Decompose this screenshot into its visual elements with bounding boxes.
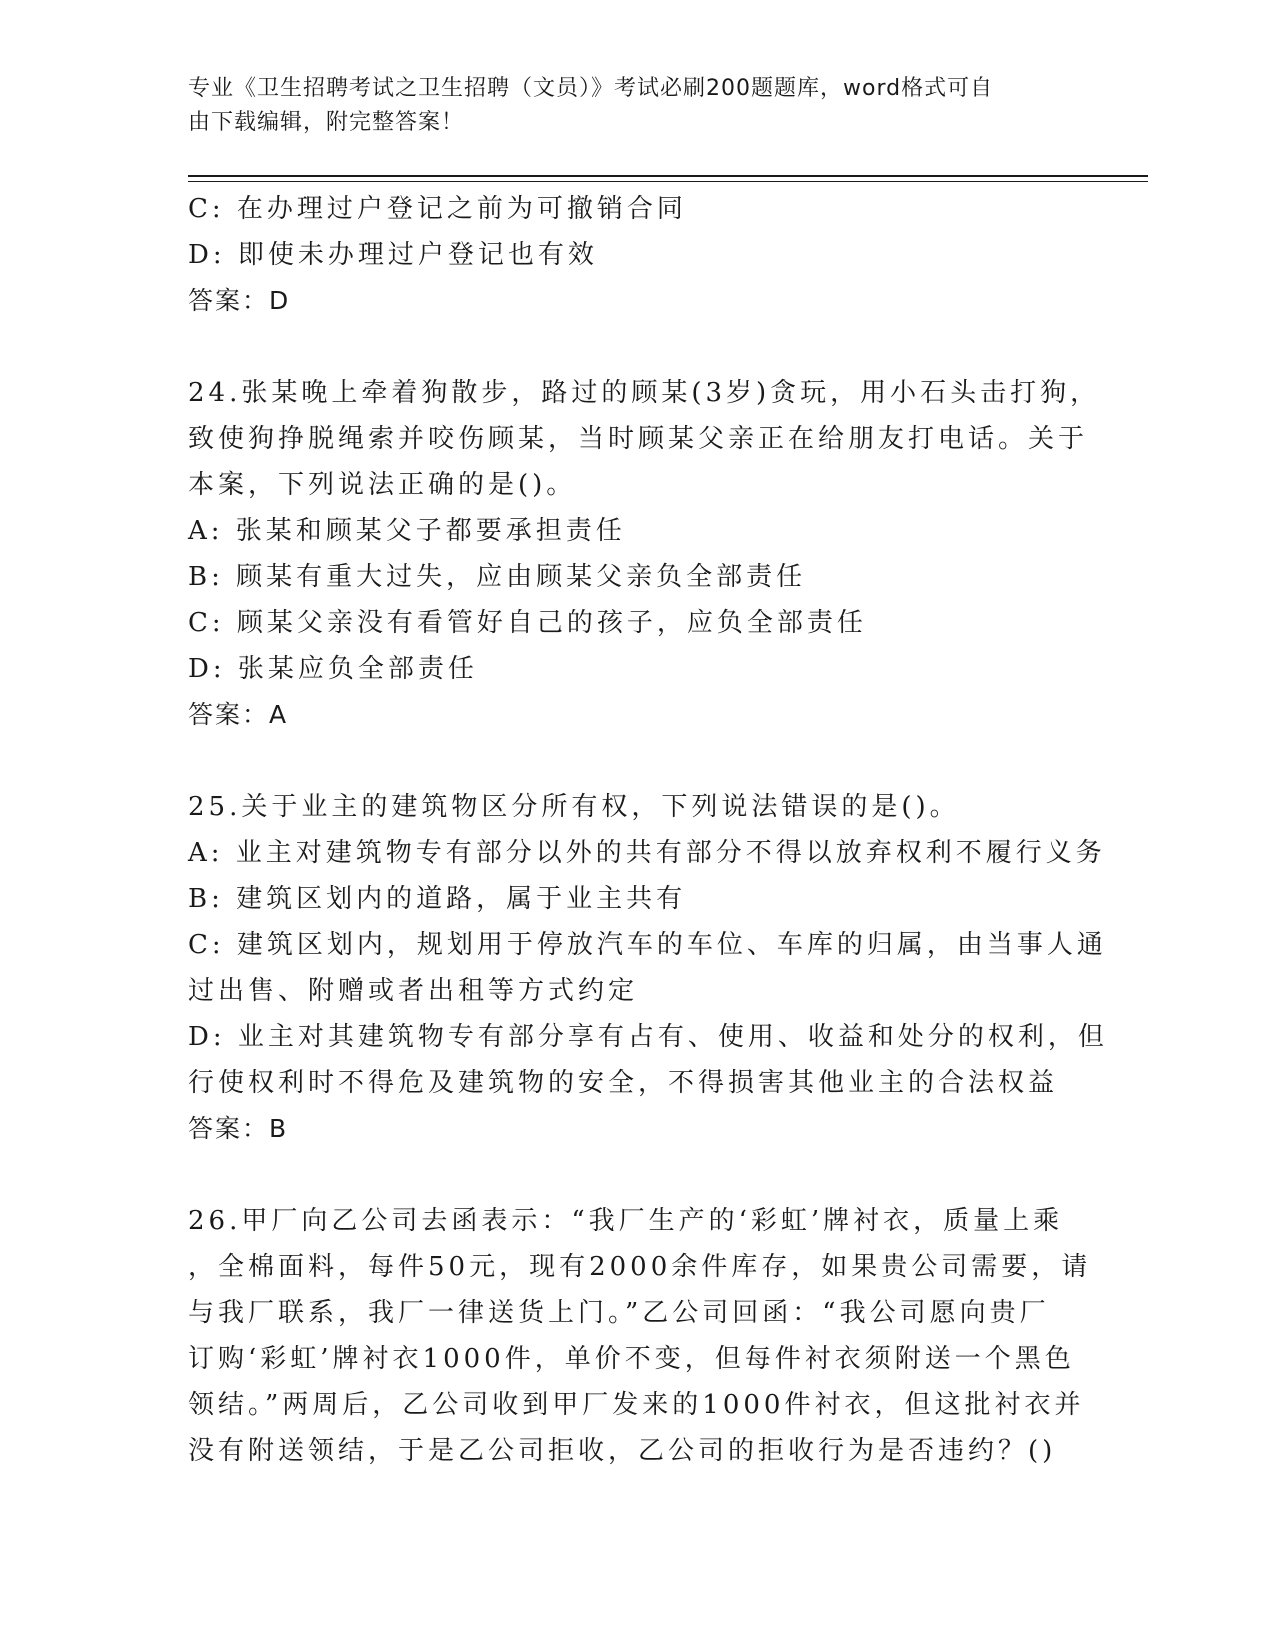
question-stem-line: 订购‘彩虹’牌衬衣1000件，单价不变，但每件衬衣须附送一个黑色 (188, 1344, 1075, 1374)
document-header (188, 72, 1068, 140)
option-a: A: 张某和顾某父子都要承担责任 (188, 516, 626, 546)
option-d: D: 张某应负全部责任 (188, 654, 478, 684)
option-b: B: 建筑区划内的道路，属于业主共有 (188, 884, 687, 914)
header-line-1: 专业《卫生招聘考试之卫生招聘（文员）》考试必刷200题题库，word格式可自 (188, 76, 994, 101)
header-line-2: 由下载编辑，附完整答案！ (188, 110, 465, 135)
option-c: C: 顾某父亲没有看管好自己的孩子，应负全部责任 (188, 608, 867, 638)
option-c: C: 在办理过户登记之前为可撤销合同 (188, 194, 687, 224)
header-divider-thick (188, 175, 1148, 177)
question-stem-line: 没有附送领结，于是乙公司拒收，乙公司的拒收行为是否违约？() (188, 1436, 1057, 1466)
option-d: D: 业主对其建筑物专有部分享有占有、使用、收益和处分的权利，但 (188, 1022, 1108, 1052)
question-stem-line: 致使狗挣脱绳索并咬伤顾某，当时顾某父亲正在给朋友打电话。关于 (188, 424, 1089, 454)
option-c-continued: 过出售、附赠或者出租等方式约定 (188, 976, 639, 1006)
question-stem-line: 26.甲厂向乙公司去函表示：“我厂生产的‘彩虹’牌衬衣，质量上乘 (188, 1206, 1064, 1236)
question-26 (188, 1198, 1092, 1474)
spacer (188, 738, 1088, 784)
answer-label: 答案：A (188, 700, 289, 729)
option-d: D: 即使未办理过户登记也有效 (188, 240, 598, 270)
question-stem-line: ，全棉面料，每件50元，现有2000余件库存，如果贵公司需要，请 (188, 1252, 1092, 1282)
header-divider-thin (188, 181, 1148, 182)
option-d-continued: 行使权利时不得危及建筑物的安全，不得损害其他业主的合法权益 (188, 1068, 1059, 1098)
option-a: A: 业主对建筑物专有部分以外的共有部分不得以放弃权利不履行义务 (188, 838, 1106, 868)
question-content (188, 186, 1108, 1474)
question-stem-line: 领结。”两周后，乙公司收到甲厂发来的1000件衬衣，但这批衬衣并 (188, 1390, 1085, 1420)
question-stem-line: 与我厂联系，我厂一律送货上门。”乙公司回函：“我公司愿向贵厂 (188, 1298, 1050, 1328)
answer-label: 答案：B (188, 1114, 289, 1143)
spacer (188, 324, 1088, 370)
question-stem-line: 本案，下列说法正确的是()。 (188, 470, 577, 500)
question-24 (188, 370, 1101, 738)
question-25 (188, 784, 1108, 1152)
option-b: B: 顾某有重大过失，应由顾某父亲负全部责任 (188, 562, 807, 592)
answer-label: 答案：D (188, 286, 291, 315)
question-stem-line: 25.关于业主的建筑物区分所有权，下列说法错误的是()。 (188, 792, 960, 822)
option-c: C: 建筑区划内，规划用于停放汽车的车位、车库的归属，由当事人通 (188, 930, 1107, 960)
spacer (188, 1152, 1088, 1198)
question-23 (188, 186, 1088, 324)
question-stem-line: 24.张某晚上牵着狗散步，路过的顾某(3岁)贪玩，用小石头击打狗， (188, 378, 1101, 408)
